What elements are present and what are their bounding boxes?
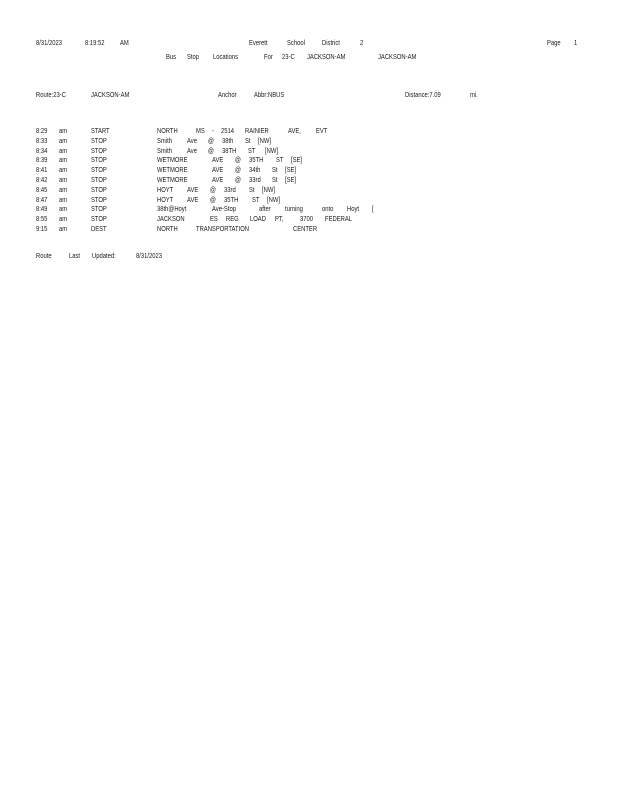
stop-ampm: am: [59, 136, 68, 145]
subtitle-route-name: JACKSON-AM: [378, 52, 417, 61]
stop-ampm: am: [59, 204, 68, 213]
stop-time: 8:47: [36, 195, 48, 204]
stop-location-word: 3700: [300, 214, 314, 223]
stop-location-word: LOAD: [250, 214, 266, 223]
stop-location-word: [SE]: [285, 175, 297, 184]
stop-location-word: MS: [196, 126, 205, 135]
stop-location-word: WETMORE: [157, 165, 188, 174]
stop-time: 8:29: [36, 126, 48, 135]
stop-type: STOP: [91, 136, 107, 145]
stop-location-word: [SE]: [291, 155, 303, 164]
stop-ampm: am: [59, 146, 68, 155]
stop-location-word: CENTER: [293, 224, 318, 233]
report-ampm: AM: [120, 38, 129, 47]
stop-location-word: ST: [252, 195, 260, 204]
anchor-label: Anchor: [218, 90, 237, 99]
stop-location-word: 38th@Hoyt: [157, 204, 187, 213]
stop-location-word: HOYT: [157, 185, 174, 194]
stop-location-word: -: [212, 126, 214, 135]
stop-location-word: 34th: [249, 165, 261, 174]
stop-location-word: Smith: [157, 146, 172, 155]
stop-location-word: [NW]: [258, 136, 272, 145]
stop-type: STOP: [91, 155, 107, 164]
stop-type: START: [91, 126, 110, 135]
stop-location-word: PT,: [275, 214, 284, 223]
stop-location-word: Ave: [187, 136, 197, 145]
stop-ampm: am: [59, 214, 68, 223]
stop-location-word: St: [249, 185, 255, 194]
stop-ampm: am: [59, 224, 68, 233]
stop-location-word: @: [210, 185, 216, 194]
stop-location-word: EVT: [316, 126, 328, 135]
stop-location-word: 38TH: [222, 146, 237, 155]
stop-location-word: [SE]: [285, 165, 297, 174]
stop-type: DEST: [91, 224, 107, 233]
stop-ampm: am: [59, 185, 68, 194]
stop-location-word: Ave-Stop: [212, 204, 236, 213]
subtitle-word: JACKSON-AM: [307, 52, 346, 61]
stop-location-word: NORTH: [157, 224, 178, 233]
stop-time: 8:41: [36, 165, 48, 174]
route-id: Route:23-C: [36, 90, 66, 99]
stop-location-word: ES: [210, 214, 218, 223]
stop-type: STOP: [91, 146, 107, 155]
stop-location-word: NORTH: [157, 126, 178, 135]
stop-ampm: am: [59, 175, 68, 184]
district-word: School: [287, 38, 305, 47]
stop-type: STOP: [91, 214, 107, 223]
stop-location-word: 2514: [221, 126, 235, 135]
distance-unit: mi.: [470, 90, 478, 99]
stop-location-word: turning: [285, 204, 303, 213]
stop-location-word: after: [259, 204, 271, 213]
stop-location-word: onto: [322, 204, 334, 213]
stop-location-word: AVE: [212, 175, 224, 184]
stop-location-word: FEDERAL: [325, 214, 352, 223]
stop-location-word: @: [208, 136, 214, 145]
stop-time: 8:49: [36, 204, 48, 213]
stop-time: 8:42: [36, 175, 48, 184]
stop-type: STOP: [91, 165, 107, 174]
subtitle-word: Locations: [213, 52, 239, 61]
stop-location-word: [NW]: [267, 195, 281, 204]
district-number: 2: [360, 38, 364, 47]
district-word: Everett: [249, 38, 268, 47]
subtitle-word: Stop: [187, 52, 200, 61]
footer-word: Last: [69, 251, 81, 260]
district-word: District: [322, 38, 340, 47]
stop-location-word: @: [235, 165, 241, 174]
stop-location-word: 35TH: [249, 155, 264, 164]
stop-location-word: ST: [276, 155, 284, 164]
stop-location-word: AVE: [212, 155, 224, 164]
route-name: JACKSON-AM: [91, 90, 130, 99]
stop-location-word: Smith: [157, 136, 172, 145]
stop-location-word: 38th: [222, 136, 234, 145]
stop-location-word: St: [272, 165, 278, 174]
stop-location-word: REG: [226, 214, 239, 223]
footer-date: 8/31/2023: [136, 251, 163, 260]
stop-location-word: @: [235, 155, 241, 164]
stop-ampm: am: [59, 155, 68, 164]
stop-type: STOP: [91, 175, 107, 184]
stop-location-word: @: [210, 195, 216, 204]
stop-location-word: WETMORE: [157, 155, 188, 164]
stop-location-word: AVE: [187, 185, 199, 194]
stop-location-word: Hoyt: [347, 204, 360, 213]
stop-ampm: am: [59, 195, 68, 204]
stop-type: STOP: [91, 195, 107, 204]
distance-label: Distance:7.09: [405, 90, 441, 99]
stop-location-word: [NW]: [265, 146, 279, 155]
stop-location-word: [: [372, 204, 374, 213]
stop-time: 8:55: [36, 214, 48, 223]
stop-time: 8:45: [36, 185, 48, 194]
stop-location-word: Ave: [187, 146, 197, 155]
subtitle-word: 23-C: [282, 52, 295, 61]
stop-location-word: @: [208, 146, 214, 155]
stop-location-word: WETMORE: [157, 175, 188, 184]
stop-location-word: RAINIER: [245, 126, 269, 135]
stop-type: STOP: [91, 204, 107, 213]
stop-location-word: AVE,: [288, 126, 301, 135]
stop-location-word: HOYT: [157, 195, 174, 204]
stop-location-word: AVE: [212, 165, 224, 174]
subtitle-word: For: [264, 52, 273, 61]
stop-location-word: [NW]: [262, 185, 276, 194]
footer-word: Updated:: [92, 251, 116, 260]
footer-word: Route: [36, 251, 52, 260]
page-number: 1: [574, 38, 578, 47]
stop-time: 8:34: [36, 146, 48, 155]
stop-ampm: am: [59, 165, 68, 174]
page-label: Page: [547, 38, 561, 47]
stop-location-word: AVE: [187, 195, 199, 204]
stop-location-word: @: [235, 175, 241, 184]
stop-location-word: St: [272, 175, 278, 184]
stop-location-word: TRANSPORTATION: [196, 224, 249, 233]
stop-location-word: St: [245, 136, 251, 145]
stop-location-word: JACKSON: [157, 214, 185, 223]
stop-time: 8:33: [36, 136, 48, 145]
report-time: 8:19:52: [85, 38, 105, 47]
stop-ampm: am: [59, 126, 68, 135]
stop-time: 9:15: [36, 224, 48, 233]
stop-location-word: 35TH: [224, 195, 239, 204]
stop-location-word: 33rd: [249, 175, 261, 184]
report-date: 8/31/2023: [36, 38, 63, 47]
subtitle-word: Bus: [166, 52, 177, 61]
stop-location-word: ST: [248, 146, 256, 155]
stop-type: STOP: [91, 185, 107, 194]
abbr-label: Abbr:NBUS: [254, 90, 285, 99]
stop-time: 8:39: [36, 155, 48, 164]
stop-location-word: 33rd: [224, 185, 236, 194]
